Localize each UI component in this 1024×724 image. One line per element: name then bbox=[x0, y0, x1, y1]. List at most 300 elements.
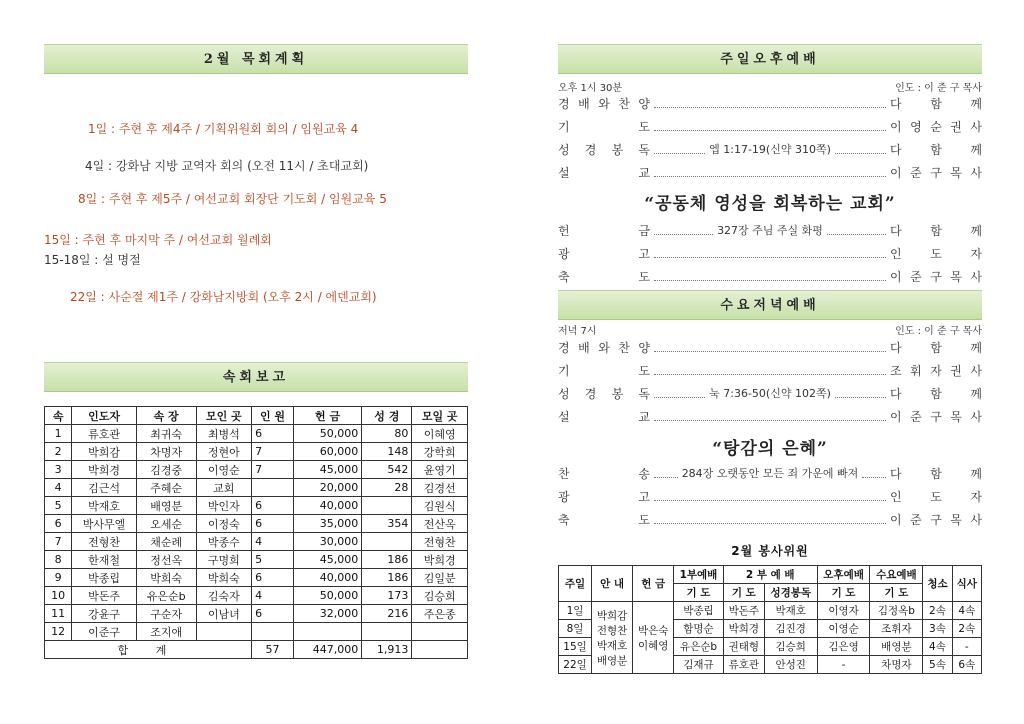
spread-char: 순 bbox=[930, 119, 942, 134]
table-cell: 윤영기 bbox=[412, 461, 468, 479]
spread-char: 도 bbox=[930, 246, 942, 261]
order-detail: 284장 오랫동안 모든 죄 가운에 빠져 bbox=[681, 467, 859, 480]
table-cell: 40,000 bbox=[293, 497, 361, 515]
table-cell: 김경선 bbox=[412, 479, 468, 497]
spread-char: 께 bbox=[970, 223, 982, 238]
volunteer-cell: 함명순 bbox=[674, 620, 724, 638]
spread-char: 도 bbox=[638, 269, 650, 284]
spread-char: 축 bbox=[558, 269, 570, 284]
table-cell: 박희숙 bbox=[136, 569, 196, 587]
spread-char: 양 bbox=[638, 96, 650, 111]
spread-char: 헌 bbox=[558, 223, 570, 238]
table-cell: 6 bbox=[252, 497, 294, 515]
order-row bbox=[558, 116, 982, 136]
schedule-item: 8일 : 주현 후 제5주 / 여선교회 회장단 기도회 / 임원교육 5 bbox=[78, 192, 387, 206]
table-cell: 주은종 bbox=[412, 605, 468, 623]
order-label bbox=[558, 339, 650, 356]
spread-char: 준 bbox=[910, 165, 922, 180]
spread-char: 께 bbox=[970, 386, 982, 401]
table-cell: 강윤구 bbox=[72, 605, 136, 623]
table-cell: 2 bbox=[45, 443, 72, 461]
spread-char: 송 bbox=[638, 466, 650, 481]
spread-char: 함 bbox=[930, 223, 942, 238]
volunteers-table bbox=[558, 565, 982, 674]
spread-char: 함 bbox=[930, 142, 942, 157]
total-count: 57 bbox=[252, 641, 294, 659]
leader-dots bbox=[654, 366, 886, 375]
order-label bbox=[558, 385, 650, 402]
volunteer-cell: 김은영 bbox=[817, 638, 870, 656]
table-cell: 이준구 bbox=[72, 623, 136, 641]
table-cell bbox=[252, 623, 294, 641]
total-bible: 1,913 bbox=[362, 641, 412, 659]
spread-char: 인 bbox=[890, 246, 902, 261]
guide-name: 박재호 bbox=[596, 639, 628, 652]
volunteer-cell: 2속 bbox=[952, 620, 981, 638]
sub-header: 기 도 bbox=[674, 584, 724, 602]
offerer-name: 이혜영 bbox=[637, 639, 669, 652]
leader-dots bbox=[835, 389, 886, 398]
order-person bbox=[890, 118, 982, 135]
col-header: 성 경 bbox=[362, 407, 412, 425]
table-cell: 4 bbox=[252, 587, 294, 605]
leader-dots bbox=[654, 412, 886, 421]
col-header: 헌 금 bbox=[293, 407, 361, 425]
order-label bbox=[558, 222, 650, 239]
order-person bbox=[890, 268, 982, 285]
table-cell: 10 bbox=[45, 587, 72, 605]
spread-char: 고 bbox=[638, 246, 650, 261]
table-row bbox=[45, 479, 468, 497]
order-row bbox=[558, 463, 982, 483]
schedule-item: 4일 : 강화남 지방 교역자 회의 (오전 11시 / 초대교회) bbox=[85, 159, 369, 173]
col-header: 주일 bbox=[559, 566, 592, 602]
table-cell: 김승희 bbox=[412, 587, 468, 605]
table-cell: 6 bbox=[45, 515, 72, 533]
order-person bbox=[890, 222, 982, 239]
report-title: 속회보고 bbox=[44, 362, 468, 392]
table-cell: 173 bbox=[362, 587, 412, 605]
spread-char: 자 bbox=[970, 489, 982, 504]
spread-char: 목 bbox=[950, 512, 962, 527]
table-cell: 6 bbox=[252, 515, 294, 533]
table-cell: 전형찬 bbox=[412, 533, 468, 551]
afternoon-time: 오후 1시 30분 bbox=[558, 83, 623, 94]
table-cell: 6 bbox=[252, 569, 294, 587]
volunteer-cell: 4속 bbox=[952, 602, 981, 620]
order-label bbox=[558, 141, 650, 158]
volunteer-cell: 조휘자 bbox=[870, 620, 923, 638]
table-cell: 28 bbox=[362, 479, 412, 497]
spread-char: 와 bbox=[598, 340, 610, 355]
spread-char: 경 bbox=[584, 142, 597, 157]
volunteers-title: 2월 봉사위원 bbox=[731, 544, 809, 558]
table-cell bbox=[362, 533, 412, 551]
table-cell: 교회 bbox=[196, 479, 252, 497]
spread-char: 준 bbox=[910, 269, 922, 284]
spread-char: 도 bbox=[930, 489, 942, 504]
order-label bbox=[558, 408, 650, 425]
order-detail: 327장 주님 주실 화평 bbox=[717, 224, 823, 237]
leader-dots bbox=[654, 145, 705, 154]
spread-char: 경 bbox=[584, 386, 597, 401]
table-cell: 354 bbox=[362, 515, 412, 533]
table-cell: 이남녀 bbox=[196, 605, 252, 623]
spread-char: 사 bbox=[970, 409, 982, 424]
table-cell: 45,000 bbox=[293, 461, 361, 479]
table-cell: 박인자 bbox=[196, 497, 252, 515]
spread-char: 권 bbox=[950, 363, 962, 378]
order-person bbox=[890, 95, 982, 112]
leader-dots bbox=[654, 343, 886, 352]
order-label bbox=[558, 268, 650, 285]
week-cell: 8일 bbox=[559, 620, 592, 638]
spread-char: 이 bbox=[890, 165, 902, 180]
table-cell: 최병석 bbox=[196, 425, 252, 443]
spread-char: 봉 bbox=[611, 386, 624, 401]
spread-char: 사 bbox=[970, 165, 982, 180]
wednesday-meta bbox=[558, 322, 982, 337]
spread-char: 기 bbox=[558, 119, 570, 134]
leader-dots bbox=[654, 122, 886, 131]
spread-char: 함 bbox=[930, 340, 942, 355]
spread-char: 인 bbox=[890, 489, 902, 504]
spread-char: 기 bbox=[558, 363, 570, 378]
volunteer-cell: 김승희 bbox=[764, 638, 817, 656]
wednesday-sermon-title: “탕감의 은혜” bbox=[712, 439, 828, 459]
spread-char: 목 bbox=[950, 269, 962, 284]
table-cell: 32,000 bbox=[293, 605, 361, 623]
leader-dots bbox=[835, 145, 886, 154]
table-row bbox=[45, 497, 468, 515]
spread-char: 축 bbox=[558, 512, 570, 527]
order-label bbox=[558, 362, 650, 379]
spread-char: 양 bbox=[638, 340, 650, 355]
afternoon-leader: 인도 : 이 준 구 목사 bbox=[895, 83, 982, 94]
volunteer-cell: 이영자 bbox=[817, 602, 870, 620]
table-cell: 이정숙 bbox=[196, 515, 252, 533]
volunteer-cell: 권태형 bbox=[723, 638, 764, 656]
table-cell: 박희경 bbox=[72, 461, 136, 479]
table-cell: 4 bbox=[45, 479, 72, 497]
spread-char: 다 bbox=[890, 142, 902, 157]
spread-char: 금 bbox=[638, 223, 650, 238]
table-row bbox=[45, 533, 468, 551]
order-row bbox=[558, 266, 982, 286]
col-header: 인 원 bbox=[252, 407, 294, 425]
wednesday-leader: 인도 : 이 준 구 목사 bbox=[895, 326, 982, 337]
guide-name: 배영분 bbox=[596, 654, 628, 667]
order-row bbox=[558, 509, 982, 529]
col-header: 속 장 bbox=[136, 407, 196, 425]
total-row bbox=[45, 641, 468, 659]
volunteer-cell: 김진경 bbox=[764, 620, 817, 638]
table-cell: 45,000 bbox=[293, 551, 361, 569]
table-cell: 채순례 bbox=[136, 533, 196, 551]
order-row bbox=[558, 139, 982, 159]
spread-char: 도 bbox=[638, 119, 650, 134]
order-row bbox=[558, 337, 982, 357]
spread-char: 도 bbox=[638, 512, 650, 527]
table-cell: 35,000 bbox=[293, 515, 361, 533]
order-label bbox=[558, 164, 650, 181]
schedule-item: 22일 : 사순절 제1주 / 강화남지방회 (오후 2시 / 에덴교회) bbox=[70, 290, 377, 304]
offerer-name: 박은숙 bbox=[637, 624, 669, 637]
spread-char: 사 bbox=[970, 269, 982, 284]
leader-dots bbox=[654, 515, 886, 524]
order-detail: 눅 7:36-50(신약 102쪽) bbox=[709, 387, 831, 400]
table-cell: 박희숙 bbox=[196, 569, 252, 587]
table-cell: 11 bbox=[45, 605, 72, 623]
table-cell: 40,000 bbox=[293, 569, 361, 587]
order-label bbox=[558, 245, 650, 262]
table-cell: 186 bbox=[362, 569, 412, 587]
order-person bbox=[890, 141, 982, 158]
spread-char: 구 bbox=[930, 409, 942, 424]
col-header: 2 부 예 배 bbox=[723, 566, 817, 584]
table-cell: 한재철 bbox=[72, 551, 136, 569]
table-cell: 148 bbox=[362, 443, 412, 461]
spread-char: 권 bbox=[950, 119, 962, 134]
table-cell: 정현아 bbox=[196, 443, 252, 461]
volunteer-cell: 5속 bbox=[923, 656, 952, 674]
table-cell: 4 bbox=[252, 533, 294, 551]
table-cell: 7 bbox=[45, 533, 72, 551]
table-cell: 김경중 bbox=[136, 461, 196, 479]
spread-char: 자 bbox=[930, 363, 942, 378]
table-cell: 3 bbox=[45, 461, 72, 479]
order-label bbox=[558, 465, 650, 482]
spread-char: 준 bbox=[910, 409, 922, 424]
spread-char: 사 bbox=[970, 512, 982, 527]
order-label bbox=[558, 511, 650, 528]
order-person bbox=[890, 164, 982, 181]
table-row bbox=[45, 551, 468, 569]
spread-char: 자 bbox=[970, 246, 982, 261]
table-cell: 구순자 bbox=[136, 605, 196, 623]
table-row bbox=[45, 587, 468, 605]
table-cell: 전산옥 bbox=[412, 515, 468, 533]
volunteer-cell: 3속 bbox=[923, 620, 952, 638]
col-header: 헌 금 bbox=[633, 566, 674, 602]
spread-char: 배 bbox=[578, 340, 590, 355]
spread-char: 함 bbox=[930, 96, 942, 111]
order-label bbox=[558, 118, 650, 135]
table-cell: 박희경 bbox=[412, 551, 468, 569]
spread-char: 이 bbox=[890, 269, 902, 284]
table-cell: 박희감 bbox=[72, 443, 136, 461]
spread-char: 다 bbox=[890, 223, 902, 238]
table-cell: 조지애 bbox=[136, 623, 196, 641]
table-cell: 구명희 bbox=[196, 551, 252, 569]
order-person bbox=[890, 465, 982, 482]
table-cell: 7 bbox=[252, 443, 294, 461]
table-cell bbox=[293, 623, 361, 641]
table-cell: 전형찬 bbox=[72, 533, 136, 551]
order-detail: 엡 1:17-19(신약 310쪽) bbox=[709, 143, 831, 156]
table-cell: 6 bbox=[252, 425, 294, 443]
col-header: 속 bbox=[45, 407, 72, 425]
spread-char: 경 bbox=[558, 96, 570, 111]
leader-dots bbox=[827, 226, 886, 235]
spread-char: 고 bbox=[638, 489, 650, 504]
spread-char: 이 bbox=[890, 119, 902, 134]
spread-char: 찬 bbox=[558, 466, 570, 481]
spread-char: 이 bbox=[890, 409, 902, 424]
table-cell: 배영분 bbox=[136, 497, 196, 515]
order-row bbox=[558, 243, 982, 263]
spread-char: 다 bbox=[890, 340, 902, 355]
table-cell: 강학희 bbox=[412, 443, 468, 461]
table-cell: 50,000 bbox=[293, 425, 361, 443]
volunteer-cell: 2속 bbox=[923, 602, 952, 620]
volunteer-cell: - bbox=[817, 656, 870, 674]
volunteer-cell: 6속 bbox=[952, 656, 981, 674]
table-cell bbox=[196, 623, 252, 641]
order-row bbox=[558, 486, 982, 506]
spread-char: 사 bbox=[970, 363, 982, 378]
volunteer-cell: 김재규 bbox=[674, 656, 724, 674]
table-cell: 542 bbox=[362, 461, 412, 479]
spread-char: 다 bbox=[890, 96, 902, 111]
col-header: 청소 bbox=[923, 566, 952, 602]
table-cell: 7 bbox=[252, 461, 294, 479]
col-header: 모일 곳 bbox=[412, 407, 468, 425]
sub-header: 기 도 bbox=[723, 584, 764, 602]
leader-dots bbox=[654, 492, 886, 501]
table-cell: 박돈주 bbox=[72, 587, 136, 605]
table-cell: 류호관 bbox=[72, 425, 136, 443]
order-row bbox=[558, 220, 982, 240]
order-person bbox=[890, 385, 982, 402]
order-person bbox=[890, 408, 982, 425]
order-row bbox=[558, 360, 982, 380]
volunteer-cell: 김정옥b bbox=[870, 602, 923, 620]
table-cell: 김일분 bbox=[412, 569, 468, 587]
leader-dots bbox=[654, 389, 705, 398]
table-cell: 80 bbox=[362, 425, 412, 443]
table-cell: 6 bbox=[252, 605, 294, 623]
spread-char: 께 bbox=[970, 142, 982, 157]
spread-char: 구 bbox=[930, 165, 942, 180]
spread-char: 배 bbox=[578, 96, 590, 111]
spread-char: 이 bbox=[890, 512, 902, 527]
schedule-item: 15-18일 : 설 명절 bbox=[44, 253, 141, 267]
col-header: 인도자 bbox=[72, 407, 136, 425]
spread-char: 목 bbox=[950, 409, 962, 424]
table-cell: 박사무엘 bbox=[72, 515, 136, 533]
order-row bbox=[558, 93, 982, 113]
wednesday-time: 저녁 7시 bbox=[558, 326, 597, 337]
col-header: 1부예배 bbox=[674, 566, 724, 584]
volunteer-cell: 이영순 bbox=[817, 620, 870, 638]
sub-header: 기 도 bbox=[870, 584, 923, 602]
total-empty bbox=[412, 641, 468, 659]
volunteer-cell: 안성진 bbox=[764, 656, 817, 674]
col-header: 수요예배 bbox=[870, 566, 923, 584]
spread-char: 독 bbox=[638, 386, 650, 401]
volunteer-cell: 배영분 bbox=[870, 638, 923, 656]
table-row bbox=[45, 623, 468, 641]
table-cell: 김근석 bbox=[72, 479, 136, 497]
spread-char: 사 bbox=[970, 119, 982, 134]
table-cell: 5 bbox=[45, 497, 72, 515]
table-cell: 216 bbox=[362, 605, 412, 623]
order-person bbox=[890, 362, 982, 379]
spread-char: 구 bbox=[930, 269, 942, 284]
volunteer-cell: - bbox=[952, 638, 981, 656]
spread-char: 성 bbox=[558, 142, 570, 157]
spread-char: 다 bbox=[890, 466, 902, 481]
table-cell bbox=[252, 479, 294, 497]
order-person bbox=[890, 511, 982, 528]
col-header: 안 내 bbox=[592, 566, 633, 602]
week-cell: 1일 bbox=[559, 602, 592, 620]
leader-dots bbox=[654, 272, 886, 281]
table-cell: 오세순 bbox=[136, 515, 196, 533]
total-label: 합 계 bbox=[45, 641, 252, 659]
volunteer-cell: 류호관 bbox=[723, 656, 764, 674]
table-cell: 8 bbox=[45, 551, 72, 569]
table-row bbox=[45, 461, 468, 479]
spread-char: 경 bbox=[558, 340, 570, 355]
table-cell: 60,000 bbox=[293, 443, 361, 461]
table-row bbox=[559, 602, 982, 620]
order-person bbox=[890, 339, 982, 356]
spread-char: 도 bbox=[638, 363, 650, 378]
sub-header: 기 도 bbox=[817, 584, 870, 602]
spread-char: 교 bbox=[638, 165, 650, 180]
table-cell bbox=[412, 623, 468, 641]
leader-dots bbox=[654, 99, 886, 108]
spread-char: 께 bbox=[970, 466, 982, 481]
spread-char: 성 bbox=[558, 386, 570, 401]
table-cell bbox=[362, 623, 412, 641]
col-header: 모인 곳 bbox=[196, 407, 252, 425]
volunteer-cell: 박돈주 bbox=[723, 602, 764, 620]
spread-char: 다 bbox=[890, 386, 902, 401]
spread-char: 함 bbox=[930, 386, 942, 401]
offering-cell bbox=[633, 602, 674, 674]
leader-dots bbox=[862, 469, 886, 478]
guide-cell bbox=[592, 602, 633, 674]
table-cell: 5 bbox=[252, 551, 294, 569]
spread-char: 준 bbox=[910, 512, 922, 527]
table-cell: 차명자 bbox=[136, 443, 196, 461]
table-cell: 50,000 bbox=[293, 587, 361, 605]
order-label bbox=[558, 488, 650, 505]
table-cell: 박종립 bbox=[72, 569, 136, 587]
spread-char: 함 bbox=[930, 466, 942, 481]
spread-char: 광 bbox=[558, 246, 570, 261]
week-cell: 15일 bbox=[559, 638, 592, 656]
table-cell: 12 bbox=[45, 623, 72, 641]
col-header: 식사 bbox=[952, 566, 981, 602]
spread-char: 와 bbox=[598, 96, 610, 111]
spread-char: 목 bbox=[950, 165, 962, 180]
table-cell: 박종수 bbox=[196, 533, 252, 551]
spread-char: 휘 bbox=[910, 363, 922, 378]
week-cell: 22일 bbox=[559, 656, 592, 674]
table-cell: 주혜순 bbox=[136, 479, 196, 497]
volunteer-cell: 차명자 bbox=[870, 656, 923, 674]
table-cell: 정선옥 bbox=[136, 551, 196, 569]
order-row bbox=[558, 162, 982, 182]
spread-char: 광 bbox=[558, 489, 570, 504]
spread-char: 께 bbox=[970, 96, 982, 111]
afternoon-sermon-title: “공동체 영성을 회복하는 교회” bbox=[644, 194, 896, 214]
col-header: 오후예배 bbox=[817, 566, 870, 584]
